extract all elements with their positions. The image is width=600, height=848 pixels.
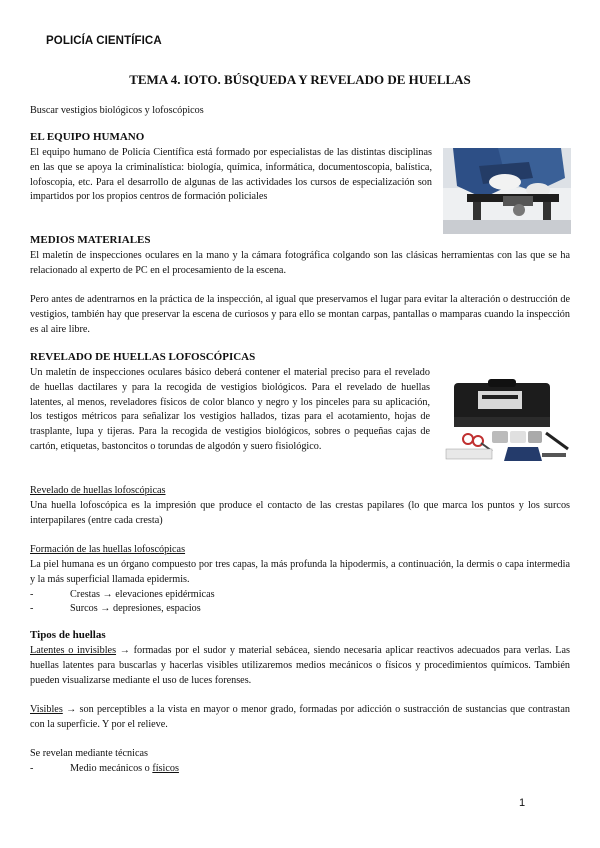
list-dash: -: [30, 763, 34, 774]
latentes-body: → formadas por el sudor y material sebácea, siendo necesaria aplicar reactivos adecuados para verlas. Las huellas latentes para buscarlas y hacerlas visibles utilizaremos medios mecánicos o físicos y procedimientos químicos. También pueden visualizarse mediante el uso de luces forenses.: [30, 645, 570, 686]
list-dash: -: [30, 603, 34, 614]
tipos-latentes-text: [30, 644, 570, 688]
list-dash: -: [30, 589, 34, 600]
document-title: TEMA 4. IOTO. BÚSQUEDA Y REVELADO DE HUELLAS: [129, 72, 471, 87]
medios-text-1: El maletín de inspecciones oculares en la mano y la cámara fotográfica colgando son las clásicas herramientas con las que se ha relacionado al experto de PC en el procesamiento de la escena.: [30, 250, 570, 276]
list-text: Crestas → elevaciones epidérmicas: [70, 589, 215, 600]
latentes-label: Latentes o invisibles: [30, 645, 117, 656]
list-item: [30, 602, 201, 617]
intro-line: Buscar vestigios biológicos y lofoscópicos: [30, 105, 204, 116]
list-item: [30, 588, 215, 603]
fisicos-link: físicos: [152, 763, 179, 774]
revelado-heading: REVELADO DE HUELLAS LOFOSCÓPICAS: [30, 351, 256, 363]
page-number: 1: [519, 797, 526, 809]
equipo-text: El equipo humano de Policía Científica está formado por especialistas de las distintas disciplinas en las que se apoya la criminalística: biología, química, informática, documentoscopia, balística, lofoscopia, etc. Para el desarrollo de algunas de las actividades los cursos de especialización son impartidos por los propios centros de formación policiales: [30, 147, 432, 203]
formacion-heading: Formación de las huellas lofoscópicas: [30, 544, 186, 555]
tecnicas-intro: Se revelan mediante técnicas: [30, 748, 148, 759]
medios-text-2: Pero antes de adentrarnos en la práctica de la inspección, al igual que preservamos el lugar para evitar la alteración o destrucción de vestigios, también hay que preservar la escena de curiosos y para ello se montan carpas, pantallas o mamparas cuando la inspección es al aire libre.: [30, 294, 570, 335]
forensic-photo: [443, 148, 571, 234]
tecnica-label: Medio mecánicos o: [70, 763, 153, 774]
list-item: [30, 762, 179, 777]
revelado-sub-text: Una huella lofoscópica es la impresión que produce el contacto de las crestas papilares (lo que marca los puntos y los surcos interpapilares (entre cada cresta): [30, 500, 570, 526]
revelado-text: Un maletín de inspecciones oculares básico deberá contener el material preciso para el revelado de huellas dactilares y para la recogida de vestigios biológicos. Para el revelado de huellas latentes, al menos, reveladores físicos de color blanco y negro y los pinceles para su aplicación, los testigos métricos para señalizar los vestigios hallados, tizas para el acotamiento, hojas de trasplante, lupa y tijeras. Para la recogida de vestigios biológicos, sobres o pequeñas cajas de cartón, etiquetas, bastoncitos o torundas de algodón y suero fisiológico.: [30, 367, 430, 452]
medios-heading: MEDIOS MATERIALES: [30, 234, 151, 246]
tecnica-text: [70, 762, 179, 777]
visibles-body: → son perceptibles a la vista en mayor o menor grado, formadas por adicción o sustracción de sustancias que contrastan con la superficie. Y por el relieve.: [30, 704, 570, 730]
visibles-label: Visibles: [30, 704, 63, 715]
list-text: Surcos → depresiones, espacios: [70, 603, 201, 614]
equipo-heading: EL EQUIPO HUMANO: [30, 131, 145, 143]
running-header: POLICÍA CIENTÍFICA: [46, 35, 162, 47]
tipos-heading: Tipos de huellas: [30, 629, 106, 641]
forensic-kit-photo: [438, 377, 572, 469]
formacion-text: La piel humana es un órgano compuesto por tres capas, la más profunda la hipodermis, a continuación, la dermis o capa intermedia y la más superficial llamada epidermis.: [30, 559, 570, 585]
revelado-sub-heading: Revelado de huellas lofoscópicas: [30, 485, 166, 496]
tipos-visibles-text: [30, 703, 570, 733]
